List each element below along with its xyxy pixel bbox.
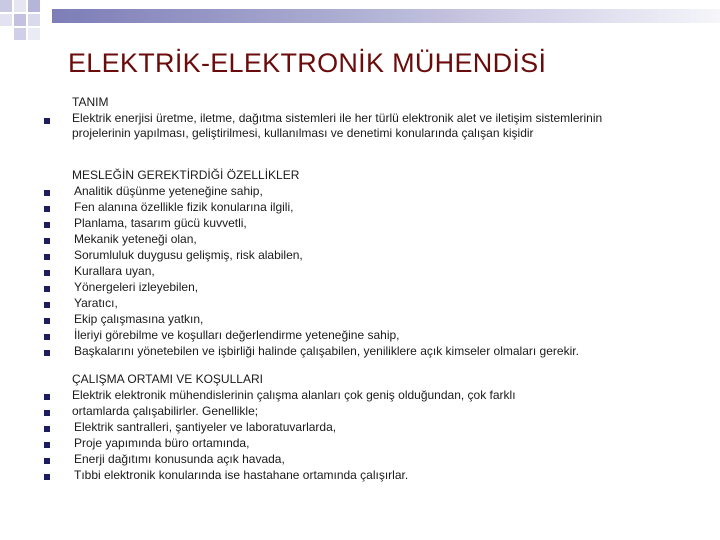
square-bullet-icon	[44, 442, 50, 448]
list-item: Elektrik elektronik mühendislerinin çalışma alanları çok geniş olduğundan, çok farklı	[72, 388, 516, 402]
square-bullet-icon	[44, 118, 50, 124]
section-heading: ÇALIŞMA ORTAMI VE KOŞULLARI	[72, 372, 263, 386]
decorative-corner-squares	[0, 0, 720, 40]
square-bullet-icon	[44, 318, 50, 324]
list-item: Sorumluluk duygusu gelişmiş, risk alabilen,	[74, 248, 303, 262]
list-item: Yaratıcı,	[74, 296, 118, 310]
square-bullet-icon	[44, 458, 50, 464]
square-bullet-icon	[44, 410, 50, 416]
square-bullet-icon	[44, 474, 50, 480]
square-bullet-icon	[44, 270, 50, 276]
square-bullet-icon	[44, 238, 50, 244]
list-item: Kurallara uyan,	[74, 264, 155, 278]
square-bullet-icon	[44, 334, 50, 340]
square-bullet-icon	[44, 222, 50, 228]
list-item: Analitik düşünme yeteneğine sahip,	[74, 184, 263, 198]
list-item: Mekanik yeteneği olan,	[74, 232, 197, 246]
section-heading: TANIM	[72, 95, 109, 109]
list-item: Elektrik santralleri, şantiyeler ve laboratuvarlarda,	[74, 420, 337, 434]
list-item: Yönergeleri izleyebilen,	[74, 280, 199, 294]
list-item: Ekip çalışmasına yatkın,	[74, 312, 204, 326]
square-bullet-icon	[44, 394, 50, 400]
square-bullet-icon	[44, 286, 50, 292]
list-item: Elektrik enerjisi üretme, iletme, dağıtma sistemleri ile her türlü elektronik alet ve iletişim sistemlerinin	[72, 111, 603, 125]
list-item: Enerji dağıtımı konusunda açık havada,	[74, 452, 285, 466]
list-item: İleriyi görebilme ve koşulları değerlendirme yeteneğine sahip,	[74, 328, 400, 342]
square-bullet-icon	[44, 426, 50, 432]
square-bullet-icon	[44, 254, 50, 260]
list-item: Planlama, tasarım gücü kuvvetli,	[74, 216, 247, 230]
list-item: Başkalarını yönetebilen ve işbirliği halinde çalışabilen, yeniliklere açık kimseler olmaları gerekir.	[74, 344, 579, 358]
list-item-continuation: projelerinin yapılması, geliştirilmesi, kullanılması ve denetimi konularında çalışan kişidir	[72, 126, 534, 140]
square-bullet-icon	[44, 206, 50, 212]
list-item: Fen alanına özellikle fizik konularına ilgili,	[74, 200, 294, 214]
list-item: Proje yapımında büro ortamında,	[74, 436, 250, 450]
list-item-continuation: ortamlarda çalışabilirler. Genellikle;	[72, 404, 259, 418]
square-bullet-icon	[44, 302, 50, 308]
page-title: ELEKTRİK-ELEKTRONİK MÜHENDİSİ	[68, 48, 547, 78]
list-item: Tıbbi elektronik konularında ise hastahane ortamında çalışırlar.	[74, 468, 409, 482]
square-bullet-icon	[44, 350, 50, 356]
section-heading: MESLEĞİN GEREKTİRDİĞİ ÖZELLİKLER	[72, 168, 300, 182]
square-bullet-icon	[44, 190, 50, 196]
